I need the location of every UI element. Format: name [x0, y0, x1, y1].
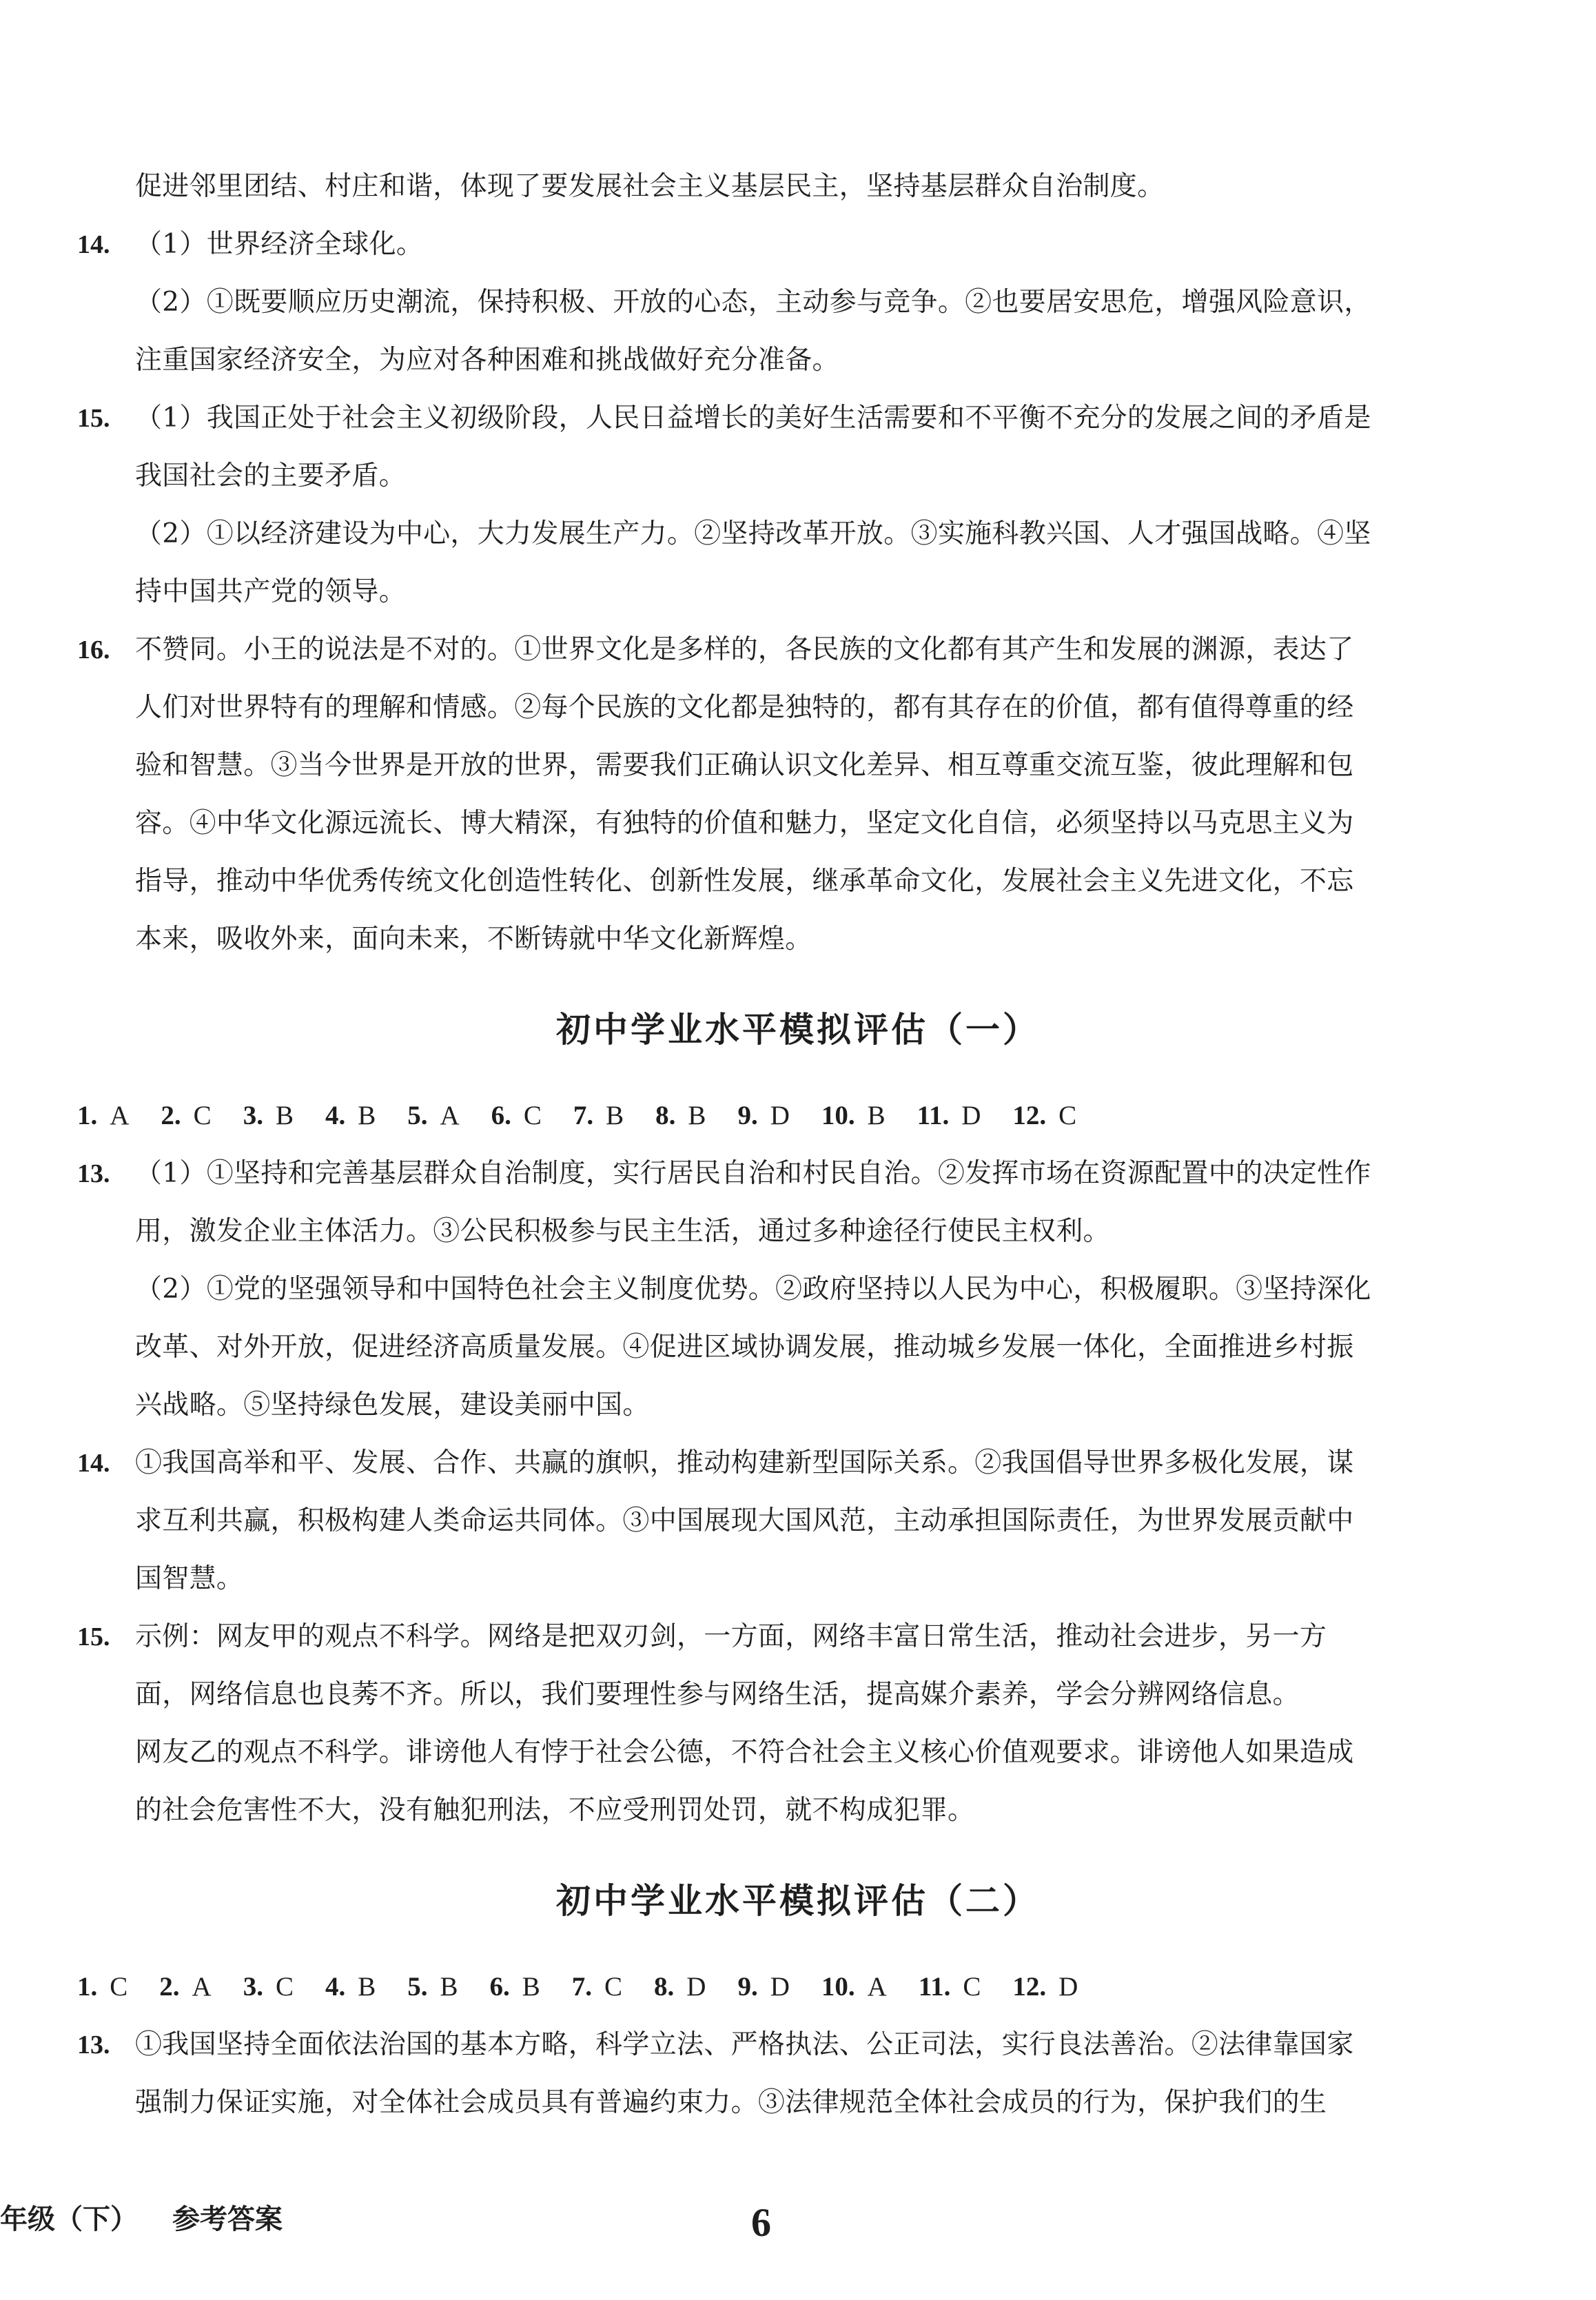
- answer-line: 本来，吸收外来，面向未来，不断铸就中华文化新辉煌。: [135, 924, 812, 955]
- footer-answer-key: 参考答案: [172, 2204, 283, 2235]
- answer-line: 人们对世界特有的理解和情感。②每个民族的文化都是独特的，都有其存在的价值，都有值得尊重的经: [135, 692, 1354, 723]
- mc-item: 1. A: [77, 1101, 130, 1130]
- question-number: 14.: [77, 1449, 110, 1478]
- answer-line: 持中国共产党的领导。: [135, 576, 407, 607]
- multiple-choice-answers: [77, 1099, 1108, 1133]
- mc-item: 10. B: [821, 1101, 886, 1130]
- mc-item: 8. D: [654, 1972, 706, 2002]
- question-number: 15.: [77, 1622, 110, 1651]
- answer-line: 验和智慧。③当今世界是开放的世界，需要我们正确认识文化差异、相互尊重交流互鉴，彼此理解和包: [135, 750, 1354, 781]
- answer-line: 兴战略。⑤坚持绿色发展，建设美丽中国。: [135, 1390, 650, 1421]
- answer-line: （2）①党的坚强领导和中国特色社会主义制度优势。②政府坚持以人民为中心，积极履职。③坚持深化: [135, 1274, 1371, 1305]
- mc-item: 3. B: [243, 1101, 294, 1130]
- answer-line: 示例：网友甲的观点不科学。网络是把双刃剑，一方面，网络丰富日常生活，推动社会进步，另一方: [135, 1621, 1327, 1652]
- answer-line: 改革、对外开放，促进经济高质量发展。④促进区域协调发展，推动城乡发展一体化，全面推进乡村振: [135, 1332, 1354, 1363]
- prev-q13-tail: 促进邻里团结、村庄和谐，体现了要发展社会主义基层民主，坚持基层群众自治制度。: [135, 171, 1165, 202]
- mc-item: 4. B: [325, 1101, 376, 1130]
- mc-item: 2. A: [159, 1972, 212, 2002]
- answer-line: （1）①坚持和完善基层群众自治制度，实行居民自治和村民自治。②发挥市场在资源配置中的决定性作: [135, 1158, 1371, 1189]
- mc-item: 6. B: [489, 1972, 540, 2002]
- answer-line: 不赞同。小王的说法是不对的。①世界文化是多样的，各民族的文化都有其产生和发展的渊源，表达了: [135, 634, 1354, 665]
- answer-line: 求互利共赢，积极构建人类命运共同体。③中国展现大国风范，主动承担国际责任，为世界发展贡献中: [135, 1505, 1354, 1536]
- answer-line: 指导，推动中华优秀传统文化创造性转化、创新性发展，继承革命文化，发展社会主义先进文化，不忘: [135, 866, 1354, 897]
- mc-item: 7. B: [573, 1101, 624, 1130]
- answer-line: （1）我国正处于社会主义初级阶段，人民日益增长的美好生活需要和不平衡不充分的发展之间的矛盾是: [135, 403, 1371, 434]
- mc-item: 9. D: [737, 1101, 790, 1130]
- mc-item: 8. B: [655, 1101, 706, 1130]
- mc-item: 9. D: [737, 1972, 790, 2002]
- question-number: 13.: [77, 2031, 110, 2059]
- answer-line: 容。④中华文化源远流长、博大精深，有独特的价值和魅力，坚定文化自信，必须坚持以马克思主义为: [135, 808, 1354, 839]
- mc-item: 5. A: [407, 1101, 460, 1130]
- mc-item: 4. B: [325, 1972, 376, 2002]
- mc-item: 2. C: [161, 1101, 212, 1130]
- mc-item: 5. B: [407, 1972, 458, 2002]
- page-number: 6: [751, 2200, 771, 2245]
- question-number: 15.: [77, 404, 110, 433]
- answer-line: 的社会危害性不大，没有触犯刑法，不应受刑罚处罚，就不构成犯罪。: [135, 1795, 975, 1826]
- section-title: 初中学业水平模拟评估（二）: [556, 1881, 1040, 1921]
- answer-line: 国智慧。: [135, 1563, 244, 1594]
- question-number: 16.: [77, 635, 110, 664]
- answer-line: 网友乙的观点不科学。诽谤他人有悖于社会公德，不符合社会主义核心价值观要求。诽谤他人如果造成: [135, 1737, 1354, 1768]
- answer-line: ①我国高举和平、发展、合作、共赢的旗帜，推动构建新型国际关系。②我国倡导世界多极化发展，谋: [135, 1447, 1354, 1478]
- answer-line: 强制力保证实施，对全体社会成员具有普遍约束力。③法律规范全体社会成员的行为，保护我们的生: [135, 2087, 1327, 2118]
- answer-line: （1）世界经济全球化。: [135, 229, 424, 260]
- multiple-choice-answers: [77, 1970, 1109, 2004]
- mc-item: 11. C: [918, 1972, 981, 2002]
- mc-item: 6. C: [491, 1101, 542, 1130]
- mc-item: 12. D: [1012, 1972, 1078, 2002]
- question-number: 13.: [77, 1159, 110, 1188]
- answer-line: 用，激发企业主体活力。③公民积极参与民主生活，通过多种途径行使民主权利。: [135, 1216, 1110, 1247]
- answer-line: 我国社会的主要矛盾。: [135, 460, 407, 491]
- mc-item: 1. C: [77, 1972, 128, 2002]
- question-number: 14.: [77, 230, 110, 259]
- answer-line: ①我国坚持全面依法治国的基本方略，科学立法、严格执法、公正司法，实行良法善治。②法律靠国家: [135, 2029, 1354, 2060]
- mc-item: 7. C: [571, 1972, 623, 2002]
- mc-item: 11. D: [917, 1101, 981, 1130]
- answer-line: 面，网络信息也良莠不齐。所以，我们要理性参与网络生活，提高媒介素养，学会分辨网络信息。: [135, 1679, 1300, 1710]
- answer-line: （2）①以经济建设为中心，大力发展生产力。②坚持改革开放。③实施科教兴国、人才强国战略。④坚: [135, 518, 1371, 549]
- mc-item: 3. C: [243, 1972, 294, 2002]
- answer-line: （2）①既要顺应历史潮流，保持积极、开放的心态，主动参与竞争。②也要居安思危，增强风险意识，: [135, 287, 1371, 318]
- mc-item: 10. A: [821, 1972, 887, 2002]
- footer-grade: 年级（下）: [0, 2204, 138, 2235]
- mc-item: 12. C: [1012, 1101, 1077, 1130]
- footer-label: [0, 2202, 317, 2237]
- section-title: 初中学业水平模拟评估（一）: [556, 1010, 1040, 1050]
- answer-line: 注重国家经济安全，为应对各种困难和挑战做好充分准备。: [135, 345, 839, 376]
